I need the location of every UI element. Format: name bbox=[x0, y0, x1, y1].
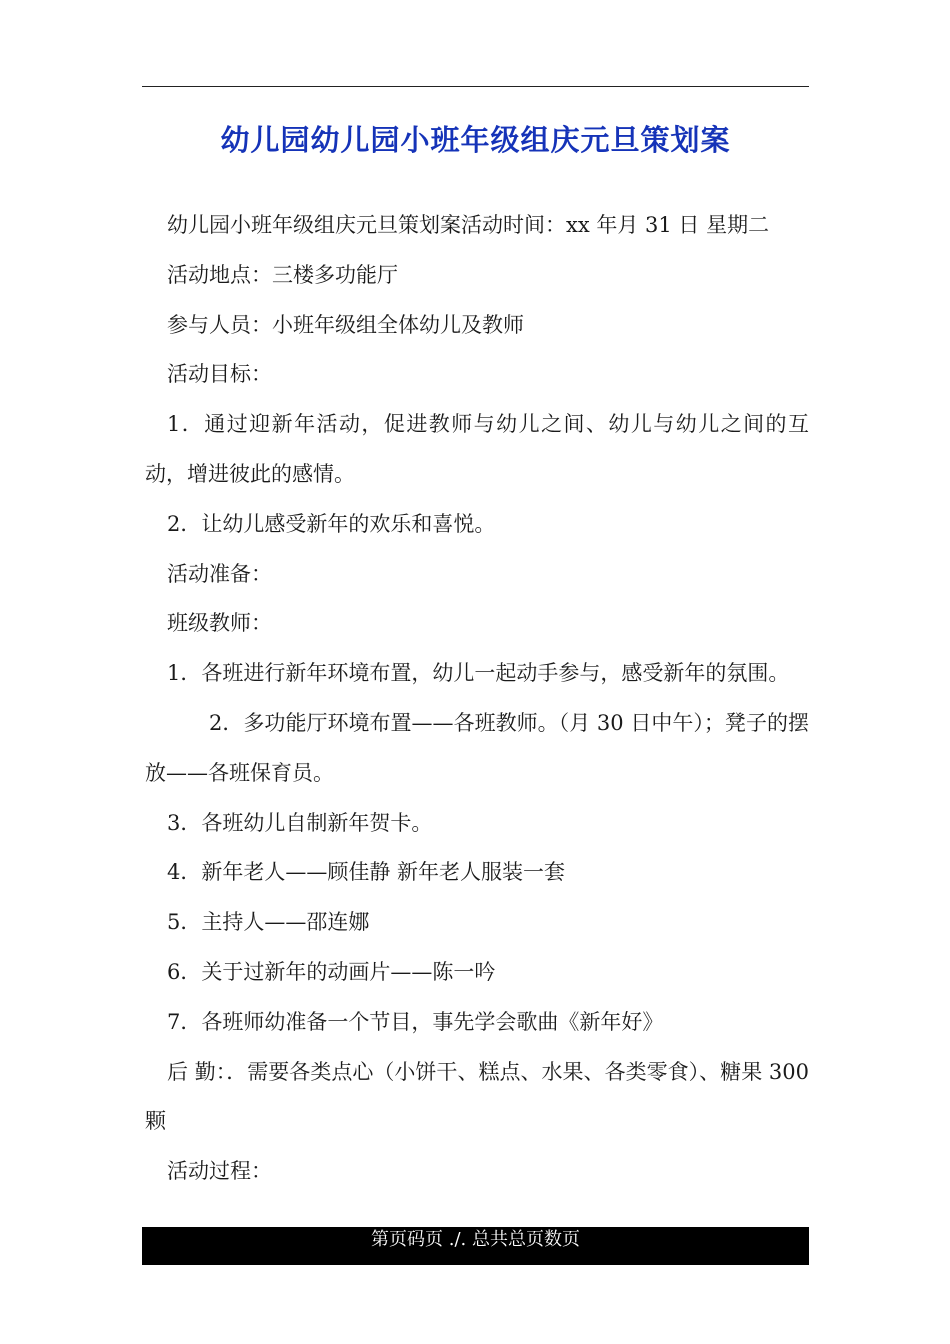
heading-activity-process: 活动过程： bbox=[167, 1159, 272, 1184]
goal-item-1: 1．通过迎新年活动，促进教师与幼儿之间、幼儿与幼儿之间的互动，增进彼此的感情。 bbox=[145, 412, 809, 486]
prep-item-3: 3．各班幼儿自制新年贺卡。 bbox=[167, 810, 433, 835]
paragraph-activity-time: 幼儿园小班年级组庆元旦策划案活动时间：xx 年月 31 日 星期二 bbox=[167, 213, 770, 237]
prep-item-7: 7．各班师幼准备一个节目，事先学会歌曲《新年好》 bbox=[167, 1009, 664, 1034]
prep-item-5: 5．主持人——邵连娜 bbox=[167, 910, 370, 935]
prep-item-1: 1．各班进行新年环境布置，幼儿一起动手参与，感受新年的氛围。 bbox=[167, 661, 790, 686]
heading-class-teachers: 班级教师： bbox=[167, 611, 272, 636]
prep-item-2: 2．多功能厅环境布置——各班教师。（月 30 日中午）；凳子的摆放——各班保育员。 bbox=[145, 710, 809, 785]
header-rule bbox=[142, 86, 809, 87]
paragraph-participants: 参与人员：小班年级组全体幼儿及教师 bbox=[167, 312, 524, 337]
page-footer bbox=[142, 1227, 809, 1265]
document-title: 幼儿园幼儿园小班年级组庆元旦策划案 bbox=[220, 123, 731, 157]
document-body bbox=[145, 201, 809, 1197]
prep-item-6: 6．关于过新年的动画片——陈一吟 bbox=[167, 959, 496, 984]
paragraph-logistics: 后 勤：．需要各类点心（小饼干、糕点、水果、各类零食）、糖果 300 颗 bbox=[145, 1059, 809, 1134]
heading-activity-preparation: 活动准备： bbox=[167, 561, 272, 586]
prep-item-4: 4．新年老人——顾佳静 新年老人服装一套 bbox=[167, 860, 566, 885]
footer-page-number: 第页码页 ./. 总共总页数页 bbox=[371, 1229, 580, 1250]
goal-item-2: 2．让幼儿感受新年的欢乐和喜悦。 bbox=[167, 511, 496, 536]
heading-activity-goals: 活动目标： bbox=[167, 362, 272, 387]
paragraph-activity-location: 活动地点：三楼多功能厅 bbox=[167, 262, 398, 287]
